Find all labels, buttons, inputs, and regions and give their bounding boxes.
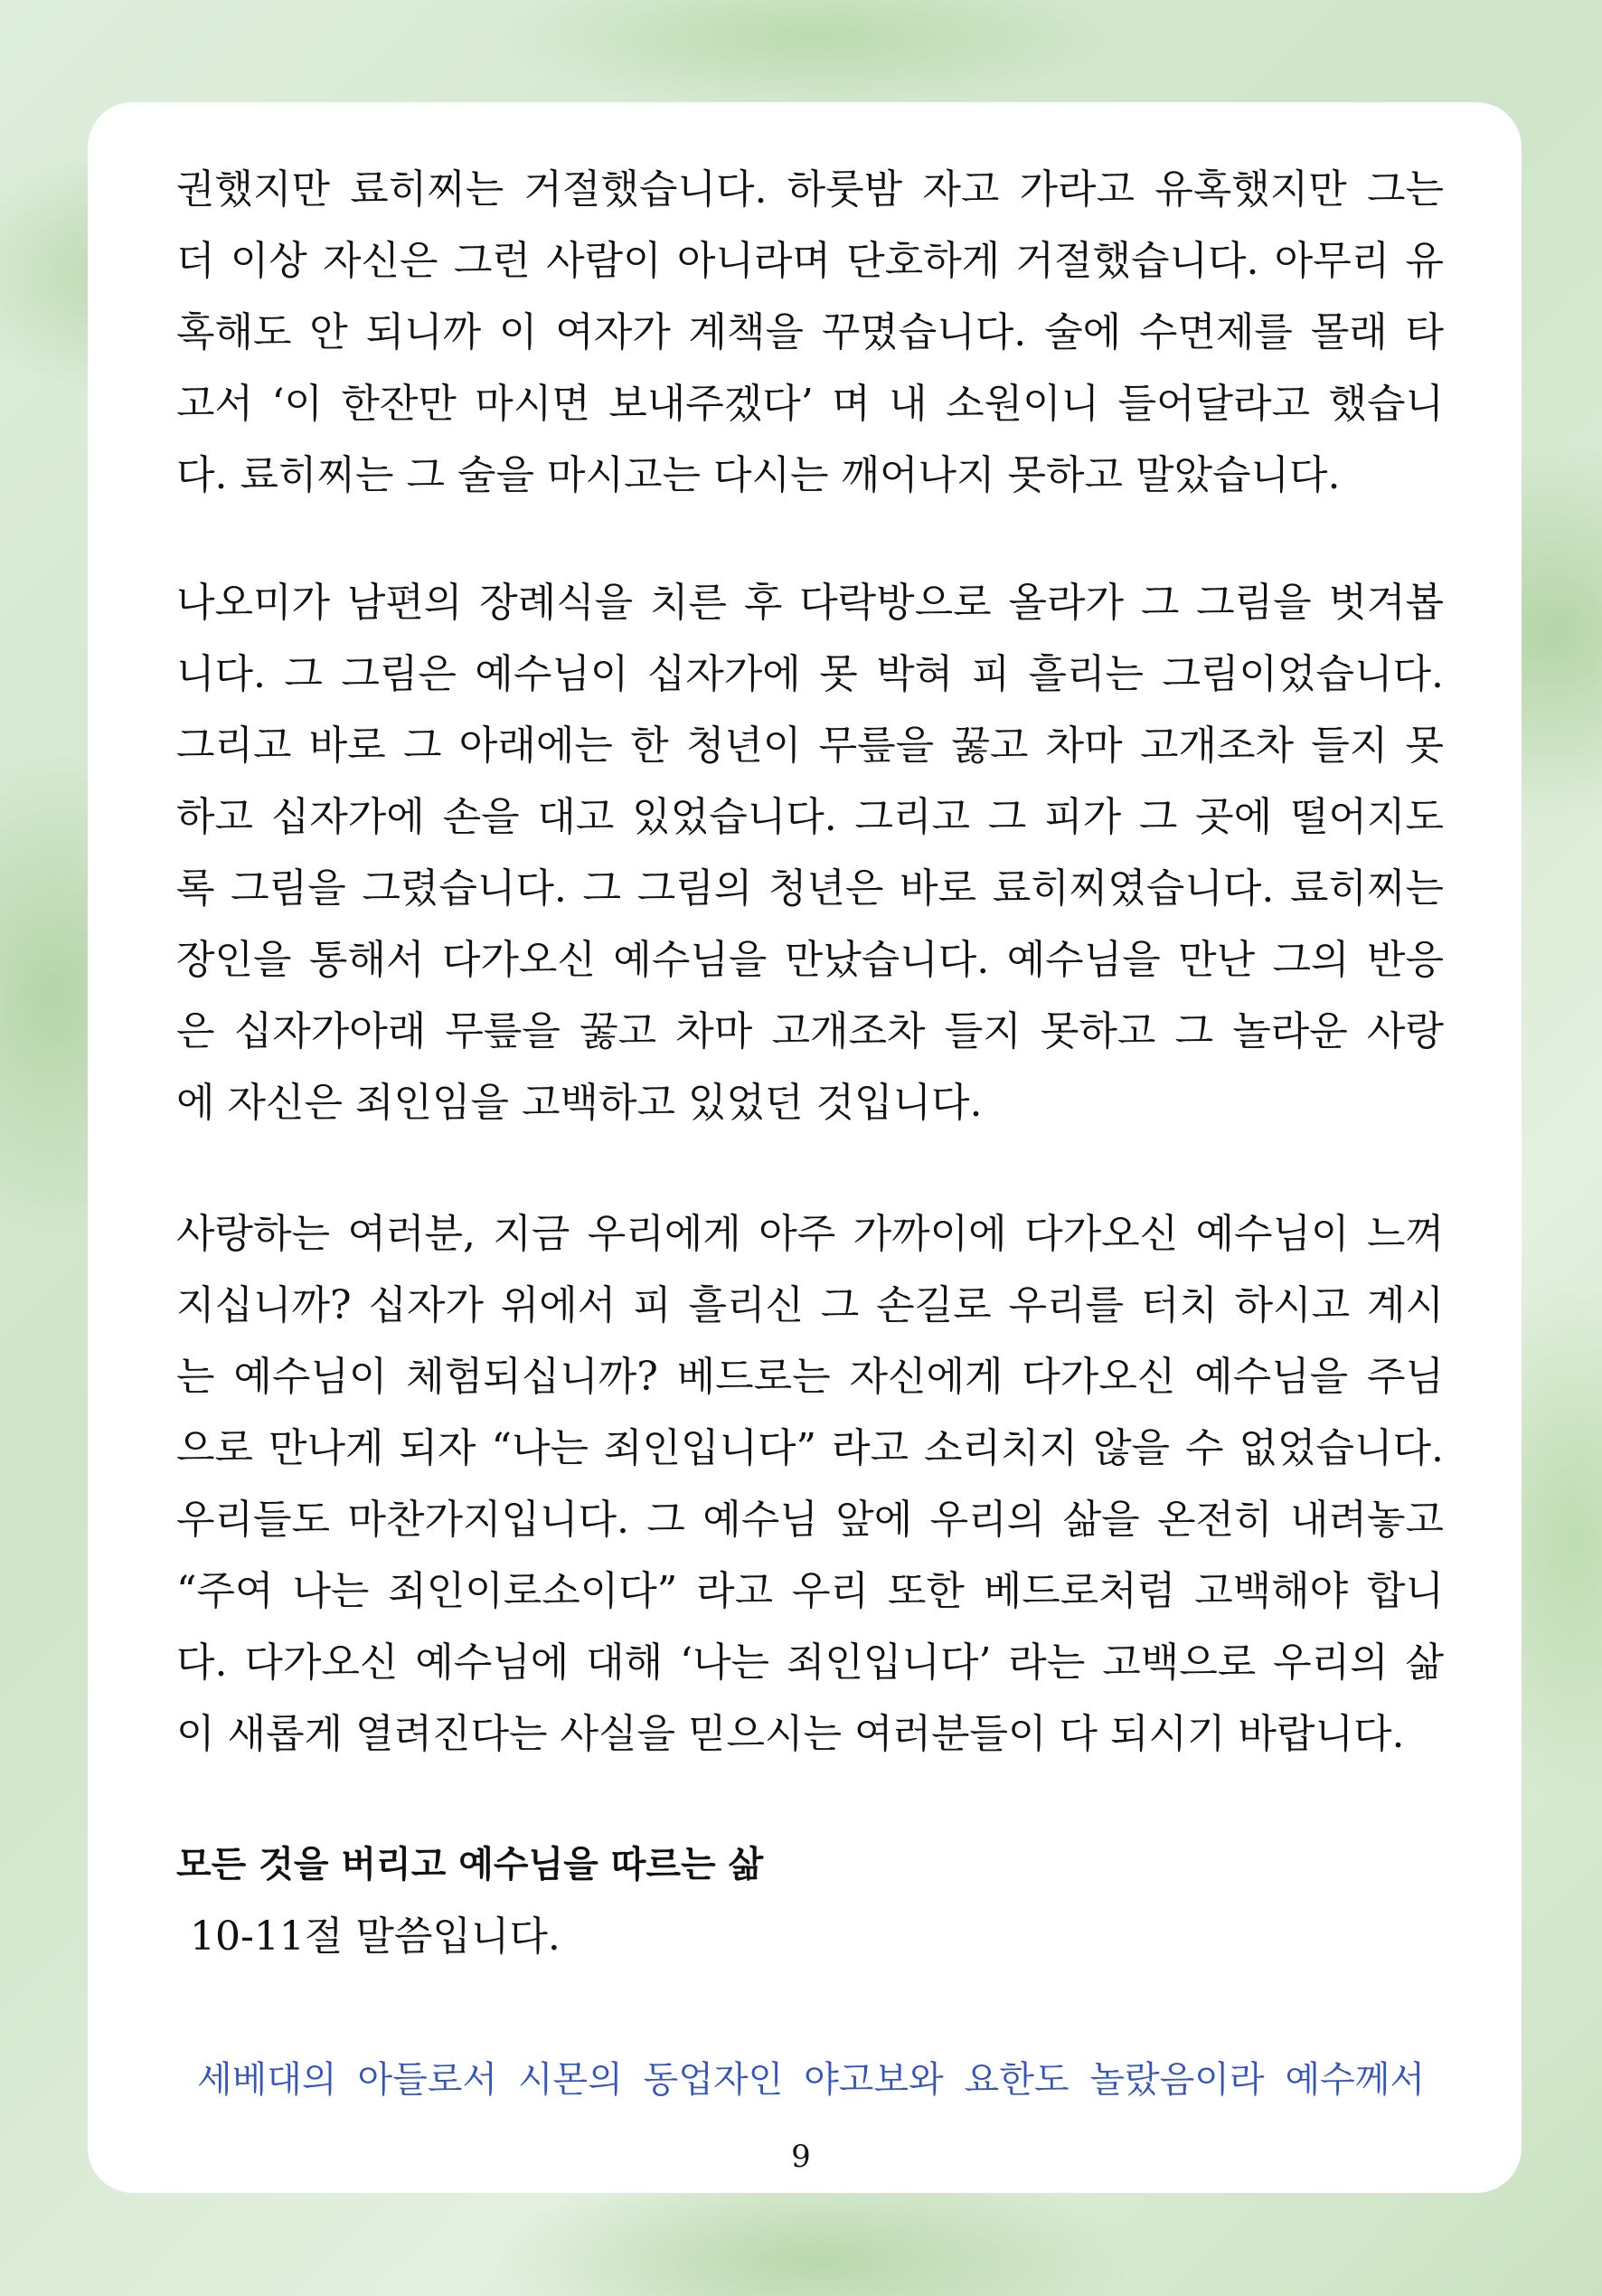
text-line: 다. 다가오신 예수님에 대해 ‘나는 죄인입니다’ 라는 고백으로 우리의 삶 [176,1639,1444,1686]
text-line: 우리들도 마찬가지입니다. 그 예수님 앞에 우리의 삶을 온전히 내려놓고 [176,1497,1444,1543]
text-line: 으로 만나게 되자 “나는 죄인입니다” 라고 소리치지 않을 수 없었습니다. [176,1425,1444,1471]
text-line: 다. 료히찌는 그 술을 마시고는 다시는 깨어나지 못하고 말았습니다. [176,452,1341,498]
paragraph-1 [176,154,1444,511]
text-line: 혹해도 안 되니까 이 여자가 계책을 꾸몄습니다. 술에 수면제를 몰래 타 [176,309,1444,355]
text-line: 고서 ‘이 한잔만 마시면 보내주겠다’ 며 내 소원이니 들어달라고 했습니 [176,381,1444,427]
paragraph-2 [176,567,1444,1139]
section-heading: 모든 것을 버리고 예수님을 따르는 삶 [176,1844,764,1885]
text-line: 에 자신은 죄인임을 고백하고 있었던 것입니다. [176,1080,983,1126]
text-line: 장인을 통해서 다가오신 예수님을 만났습니다. 예수님을 만난 그의 반응 [176,937,1444,983]
text-line: 이 새롭게 열려진다는 사실을 믿으시는 여러분들이 다 되시기 바랍니다. [176,1711,1405,1757]
text-line: 나오미가 남편의 장례식을 치른 후 다락방으로 올라가 그 그림을 벗겨봅 [176,580,1444,626]
text-line: 하고 십자가에 손을 대고 있었습니다. 그리고 그 피가 그 곳에 떨어지도 [176,794,1444,840]
text-line: 더 이상 자신은 그런 사람이 아니라며 단호하게 거절했습니다. 아무리 유 [176,238,1444,284]
text-line: 그리고 바로 그 아래에는 한 청년이 무릎을 꿇고 차마 고개조차 들지 못 [176,723,1444,769]
page-number: 9 [791,2139,811,2175]
text-line: 록 그림을 그렸습니다. 그 그림의 청년은 바로 료히찌였습니다. 료히찌는 [176,865,1444,912]
paragraph-3 [176,1198,1444,1770]
text-line: 니다. 그 그림은 예수님이 십자가에 못 박혀 피 흘리는 그림이었습니다. [176,651,1444,697]
text-line: 는 예수님이 체험되십니까? 베드로는 자신에게 다가오신 예수님을 주님 [176,1354,1444,1400]
text-line: 지십니까? 십자가 위에서 피 흘리신 그 손길로 우리를 터치 하시고 계시 [176,1282,1444,1328]
scripture-quote: 세베대의 아들로서 시몬의 동업자인 야고보와 요한도 놀랐음이라 예수께서 [197,2059,1425,2101]
text-line: 권했지만 료히찌는 거절했습니다. 하룻밤 자고 가라고 유혹했지만 그는 [176,166,1444,213]
text-line: “주여 나는 죄인이로소이다” 라고 우리 또한 베드로처럼 고백해야 합니 [176,1568,1444,1614]
verse-intro: 10-11절 말씀입니다. [190,1913,561,1960]
text-line: 사랑하는 여러분, 지금 우리에게 아주 가까이에 다가오신 예수님이 느껴 [176,1211,1444,1257]
text-line: 은 십자가아래 무릎을 꿇고 차마 고개조차 들지 못하고 그 놀라운 사랑 [176,1008,1444,1054]
